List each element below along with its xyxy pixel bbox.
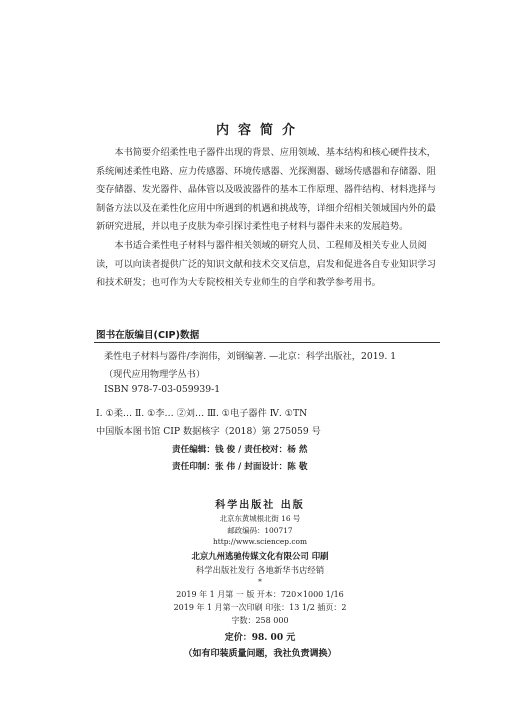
intro-title: 内容简介 — [215, 123, 304, 138]
printing-line: 2019 年 1 月第一次印刷 印张：13 1/2 插页：2 — [173, 603, 347, 612]
intro-body — [96, 144, 444, 293]
distribution-line: 科学出版社发行 各地新华书店经销 — [195, 565, 325, 575]
credits-line-1: 责任编辑：钱 俊 / 责任校对：杨 然 — [172, 445, 308, 455]
publisher-postcode: 邮政编码：100717 — [227, 526, 293, 535]
publisher-address: 北京东黄城根北街 16 号 — [219, 514, 301, 523]
edition-line: 2019 年 1 月第 一 版 开本：720×1000 1/16 — [176, 590, 344, 599]
cip-classification: Ⅰ. ①柔… Ⅱ. ①李… ②刘… Ⅲ. ①电子器件 Ⅳ. ①TN — [96, 408, 308, 419]
cip-series-line: （现代应用物理学丛书） — [104, 369, 206, 380]
separator-star: * — [258, 577, 262, 586]
cip-number: 中国版本图书馆 CIP 数据核字（2018）第 275059 号 — [96, 426, 321, 437]
intro-paragraph-1: 本书简要介绍柔性电子器件出现的背景、应用领域、基本结构和核心硬件技术，系统阐述柔性电路、应力传感器、环境传感器、光探测器、磁场传感器和存储器、阻变存储器、发光器件、晶体管以及吸波器件的基本工作原理、器件结构、材料选择与制备方法以及在柔性化应用中所遇到的机遇和挑战等，详细介绍相关领域国内外的最新研究进展，并以电子皮肤为牵引探讨柔性电子材料与器件未来的发展趋势。 — [96, 147, 436, 233]
quality-notice: （如有印装质量问题，我社负责调换） — [183, 649, 337, 659]
credits-line-2: 责任印制：张 伟 / 封面设计：陈 敬 — [172, 462, 308, 472]
cip-isbn: ISBN 978-7-03-059939-1 — [104, 384, 221, 395]
cip-divider — [94, 342, 440, 343]
intro-paragraph-2: 本书适合柔性电子材料与器件相关领域的研究人员、工程师及相关专业人员阅读，可以向读者提供广泛的知识文献和技术交叉信息，启发和促进各自专业知识学习和技术研发；也可作为大专院校相关专业师生的自学和教学参考用书。 — [96, 239, 436, 289]
cip-heading: 图书在版编目(CIP)数据 — [96, 330, 200, 341]
price: 定价：98. 00 元 — [224, 633, 296, 643]
publisher-name: 科学出版社 出版 — [215, 500, 305, 511]
word-count: 字数：258 000 — [231, 616, 289, 625]
cip-book-line: 柔性电子材料与器件/李润伟，刘钢编著. —北京：科学出版社，2019. 1 — [104, 351, 397, 362]
printer-line: 北京九州逃驰传媒文化有限公司 印刷 — [191, 551, 329, 561]
publisher-website: http://www.sciencep.com — [213, 537, 307, 546]
